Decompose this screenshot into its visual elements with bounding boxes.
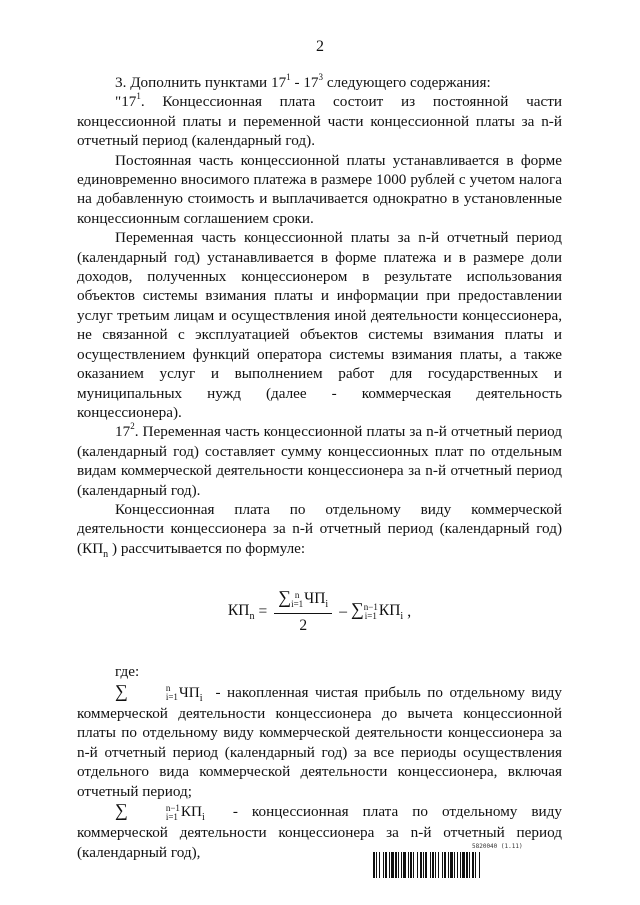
formula-denominator: 2 — [299, 616, 308, 634]
sum-upper: n−1 — [165, 802, 180, 813]
sum-sign: ∑ — [115, 800, 128, 820]
paragraph-fixed-part: Постоянная часть концессионной платы устанавливается в форме единовременно вносимого платежа в размере 1000 рублей с учетом налога на добавленную стоимость и выплачивается однократно в установленные концессионным соглашением сроки. — [77, 151, 562, 227]
symbol-kp: КП — [82, 539, 104, 557]
sum2-symbol: КП — [378, 602, 401, 620]
formula-lhs-symbol: КП — [227, 601, 250, 619]
text-run: следующего содержания: — [323, 74, 491, 91]
sum-upper: n — [294, 589, 300, 600]
sum-limits — [364, 603, 378, 621]
sum-limits — [128, 684, 178, 702]
formula-second-sum — [351, 600, 403, 622]
sum-lower: i=1 — [364, 610, 377, 621]
formula-lhs — [228, 601, 255, 622]
paragraph-17-2 — [77, 422, 562, 500]
symbol-chp: ЧП — [178, 683, 200, 701]
sum-sign: ∑ — [278, 587, 292, 608]
text-run: Концессионная плата по отдельному виду коммерческой деятельности концессионера за n-й отчетный период (календарный год) — [77, 500, 562, 538]
text-run: 3. Дополнить пунктами 17 — [115, 74, 287, 91]
sum-limits — [128, 804, 180, 822]
paragraph-variable-part: Переменная часть концессионной платы за n-й отчетный период (календарный год) устанавливается в форме платежа и в размере доли доходов, полученных концессионером в результате использования объектов системы взимания платы и информации при предоставлении услуг третьим лицам и осуществления иной деятельности концессионера, не связанной с эксплуатацией объектов системы взимания платы и осуществлением функций оператора системы взимания платы, а также оказанием услуг и выполнением работ для государственных и муниципальных нужд (далее - коммерческая деятельность концессионера). — [77, 229, 562, 421]
text-run: 17 — [115, 423, 131, 441]
paragraph-formula-intro: Концессионная плата по отдельному виду коммерческой деятельности концессионера за n-й отчетный период (календарный год) ($КП_n$ ) рассчитывается по формуле: — [77, 500, 562, 560]
formula-comma: , — [407, 602, 412, 620]
barcode-gap — [480, 852, 481, 878]
formula-fraction — [274, 588, 332, 635]
formula-numerator — [274, 588, 332, 613]
text-run: ) рассчитывается по формуле: — [111, 539, 306, 557]
superscript: 1 — [286, 71, 291, 82]
formula-minus: – — [339, 602, 347, 620]
formula — [77, 588, 562, 644]
definition-text: - концессионная плата по отдельному виду коммерческой деятельности концессионера за n-й отчетный период (календарный год), — [77, 803, 563, 861]
page-number: 2 — [316, 38, 324, 55]
paragraph-17-1 — [77, 92, 562, 150]
subscript: n — [103, 548, 109, 560]
superscript: 2 — [130, 421, 135, 432]
barcode — [373, 852, 568, 878]
sum-sign: ∑ — [350, 599, 364, 620]
sum-lower: i=1 — [165, 811, 178, 822]
text-run: "17 — [115, 93, 137, 111]
text-run: . Концессионная плата состоит из постоянной части концессионной платы и переменной части концессионной платы за n-й отчетный период (календарный год). — [77, 93, 562, 150]
text-run: - 17 — [290, 74, 319, 91]
symbol-kp: КП — [180, 803, 203, 820]
sum-sign: ∑ — [115, 680, 128, 701]
sum-limits — [291, 591, 303, 609]
barcode-label: 5820040 (1.11) — [472, 843, 523, 850]
formula-lhs-subscript: n — [249, 610, 255, 622]
subscript: i — [202, 812, 205, 823]
document-body — [77, 73, 562, 862]
definition-text: - накопленная чистая прибыль по отдельному виду коммерческой деятельности концессионера до вычета концессионной платы по отдельному виду коммерческой деятельности концессионера за n-й отчетный период (календарный год) за все периоды осуществления отдельного вида коммерческой деятельности концессионера, включая отчетный период; — [77, 683, 563, 800]
sum2-subscript: i — [400, 611, 404, 623]
sum-lower: i=1 — [291, 598, 304, 609]
paragraph-amendment-intro — [77, 73, 562, 92]
sum-upper: n — [165, 683, 171, 694]
superscript: 1 — [136, 91, 141, 102]
sum-upper: n−1 — [363, 601, 378, 612]
paragraph-where: где: — [115, 663, 140, 681]
numerator-subscript: i — [325, 599, 329, 611]
numerator-symbol: ЧП — [304, 590, 326, 608]
definition-net-profit — [77, 682, 562, 801]
sum-lower: i=1 — [165, 692, 178, 703]
subscript: i — [199, 692, 203, 704]
text-run: . Переменная часть концессионной платы за n-й отчетный период (календарный год) составляет сумму концессионных плат по отдельным видам коммерческой деятельности концессионера за n-й отчетный период (календарный год). — [77, 423, 562, 499]
superscript: 3 — [318, 71, 324, 82]
formula-equals: = — [258, 602, 268, 620]
